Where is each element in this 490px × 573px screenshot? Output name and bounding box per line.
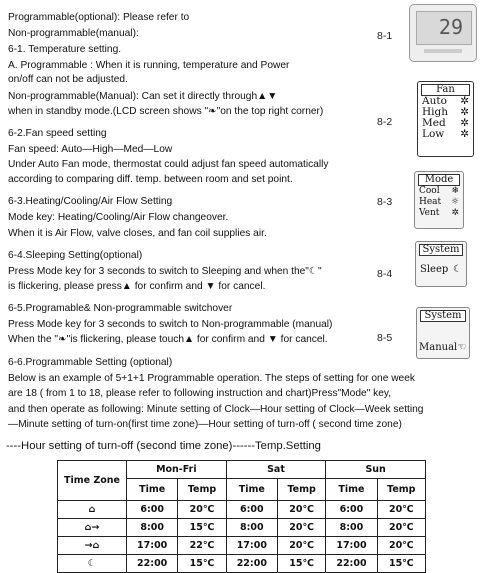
text-line: Non-programmable(manual):: [8, 28, 139, 39]
cell-temp: 20℃: [377, 501, 425, 519]
lcd-button-row: [424, 49, 462, 53]
mode-row: [415, 208, 463, 219]
sun-icon: ☼: [450, 197, 459, 207]
text-line: 6-3.Heating/Cooling/Air Flow Setting: [8, 196, 173, 207]
snowflake-icon: ❄: [451, 186, 459, 196]
text-line: 6-5.Programable& Non-programmable switchover: [8, 303, 233, 314]
text-line: Under Auto Fan mode, thermostat could adjust fan speed automatically: [8, 159, 329, 170]
cell-temp: 15℃: [278, 555, 326, 573]
cell-temp: 22℃: [178, 537, 226, 555]
group-header: Sat: [226, 461, 326, 479]
mode-panel-title: Mode: [418, 174, 460, 186]
fan-icon: ✲: [460, 95, 469, 107]
schedule-table: [57, 460, 426, 573]
sleep-label: Sleep: [420, 264, 449, 275]
cell-time: 22:00: [226, 555, 277, 573]
fan-icon: ✲: [451, 208, 459, 218]
col-time-header: Time: [127, 479, 178, 501]
sleep-panel-title: System: [419, 244, 463, 256]
cell-temp: 20℃: [377, 537, 425, 555]
cell-time: 22:00: [127, 555, 178, 573]
table-header-row: [58, 461, 426, 479]
text-line: When it is Air Flow, valve closes, and fan coil supplies air.: [8, 228, 267, 239]
fan-icon: ✲: [460, 128, 469, 140]
col-temp-header: Temp: [278, 479, 326, 501]
cell-time: 8:00: [127, 519, 178, 537]
text-line: Fan speed: Auto—High—Med—Low: [8, 144, 173, 155]
cell-temp: 20℃: [178, 501, 226, 519]
table-subtitle: ----Hour setting of turn-off (second time zone)------Temp.Setting: [6, 440, 321, 452]
moon-icon: ☾: [453, 264, 462, 275]
group-header: Sun: [326, 461, 426, 479]
cell-temp: 15℃: [178, 519, 226, 537]
manual-panel-title: System: [420, 310, 466, 322]
mode-row: [415, 197, 463, 208]
cell-temp: 20℃: [377, 519, 425, 537]
time-zone-header: Time Zone: [58, 461, 127, 501]
col-time-header: Time: [226, 479, 277, 501]
table-row: [58, 537, 426, 555]
mode-row: [415, 186, 463, 197]
cell-time: 6:00: [326, 501, 377, 519]
text-line: 6-1. Temperature setting.: [8, 44, 122, 55]
cell-temp: 20℃: [278, 501, 326, 519]
manual-panel: [416, 307, 470, 359]
cell-time: 17:00: [326, 537, 377, 555]
text-line: when in standby mode.(LCD screen shows "❧"on the top right corner): [8, 106, 324, 117]
table-row: [58, 501, 426, 519]
figure-ref: 8-5: [377, 332, 393, 344]
leave-icon: ⌂→: [58, 519, 127, 537]
fan-label: High: [422, 106, 448, 118]
cell-temp: 20℃: [278, 537, 326, 555]
mode-panel: [414, 171, 464, 229]
fan-icon: ✲: [460, 117, 469, 129]
hand-icon: ☜: [457, 342, 467, 353]
sleep-row: [416, 264, 466, 275]
table-row: [58, 519, 426, 537]
text-line: Below is an example of 5+1+1 Programmable operation. The steps of setting for one week: [8, 373, 415, 384]
text-line: and then operate as following: Minute setting of Clock—Hour setting of Clock—Week setting: [8, 404, 424, 415]
text-line: are 18 ( from 1 to 18, please refer to following instruction and chart)Press"Mode" key,: [8, 388, 392, 399]
cell-temp: 15℃: [377, 555, 425, 573]
lcd-screen: [416, 11, 472, 45]
text-line: Press Mode key for 3 seconds to switch to Sleeping and when the"☾": [8, 266, 322, 277]
fan-panel-title: Fan: [421, 84, 470, 96]
text-line: A. Programmable : When it is running, temperature and Power: [8, 60, 290, 71]
text-line: 6-2.Fan speed setting: [8, 128, 107, 139]
text-line: is flickering, please press▲ for confirm and ▼ for cancel.: [8, 281, 266, 292]
col-temp-header: Temp: [377, 479, 425, 501]
figure-ref: 8-4: [377, 268, 393, 280]
col-temp-header: Temp: [178, 479, 226, 501]
figure-ref: 8-2: [377, 116, 393, 128]
lcd-digits: 29: [438, 15, 463, 39]
col-time-header: Time: [326, 479, 377, 501]
text-line: according to comparing diff. temp. between room and set point.: [8, 174, 293, 185]
text-line: —Minute setting of turn-on(first time zone)—Hour setting of turn-off ( second time zone): [8, 419, 402, 430]
cell-temp: 15℃: [178, 555, 226, 573]
manual-label: Manual: [419, 342, 458, 353]
thermostat-lcd: [409, 4, 477, 62]
cell-time: 6:00: [127, 501, 178, 519]
mode-label: Cool: [419, 186, 440, 196]
text-line: Press Mode key for 3 seconds to switch to Non-programmable (manual): [8, 319, 333, 330]
cell-time: 8:00: [226, 519, 277, 537]
text-line: Mode key: Heating/Cooling/Air Flow changeover.: [8, 212, 229, 223]
cell-temp: 20℃: [278, 519, 326, 537]
fan-row: [418, 129, 473, 140]
figure-ref: 8-1: [377, 30, 393, 42]
mode-label: Vent: [419, 208, 440, 218]
manual-row: [417, 342, 469, 353]
text-line: 6-6.Programmable Setting (optional): [8, 357, 173, 368]
cell-time: 17:00: [226, 537, 277, 555]
cell-time: 6:00: [226, 501, 277, 519]
cell-time: 8:00: [326, 519, 377, 537]
text-line: 6-4.Sleeping Setting(optional): [8, 250, 143, 261]
sleep-icon: ☾: [58, 555, 127, 573]
text-line: Programmable(optional): Please refer to: [8, 12, 190, 23]
cell-time: 22:00: [326, 555, 377, 573]
wake-icon: ⌂: [58, 501, 127, 519]
fan-icon: ✲: [460, 106, 469, 118]
sleep-panel: [415, 241, 467, 287]
mode-label: Heat: [419, 197, 442, 207]
cell-time: 17:00: [127, 537, 178, 555]
text-line: Non-programmable(Manual): Can set it directly through▲▼: [8, 91, 278, 102]
fan-panel: [417, 81, 474, 157]
text-line: When the "❧"is flickering, please touch▲ for confirm and ▼ for cancel.: [8, 334, 328, 345]
fan-label: Auto: [422, 95, 447, 107]
fan-label: Med: [422, 117, 446, 129]
figure-ref: 8-3: [377, 196, 393, 208]
text-line: on/off can not be adjusted.: [8, 74, 128, 85]
return-icon: →⌂: [58, 537, 127, 555]
group-header: Mon-Fri: [127, 461, 227, 479]
fan-label: Low: [422, 128, 445, 140]
